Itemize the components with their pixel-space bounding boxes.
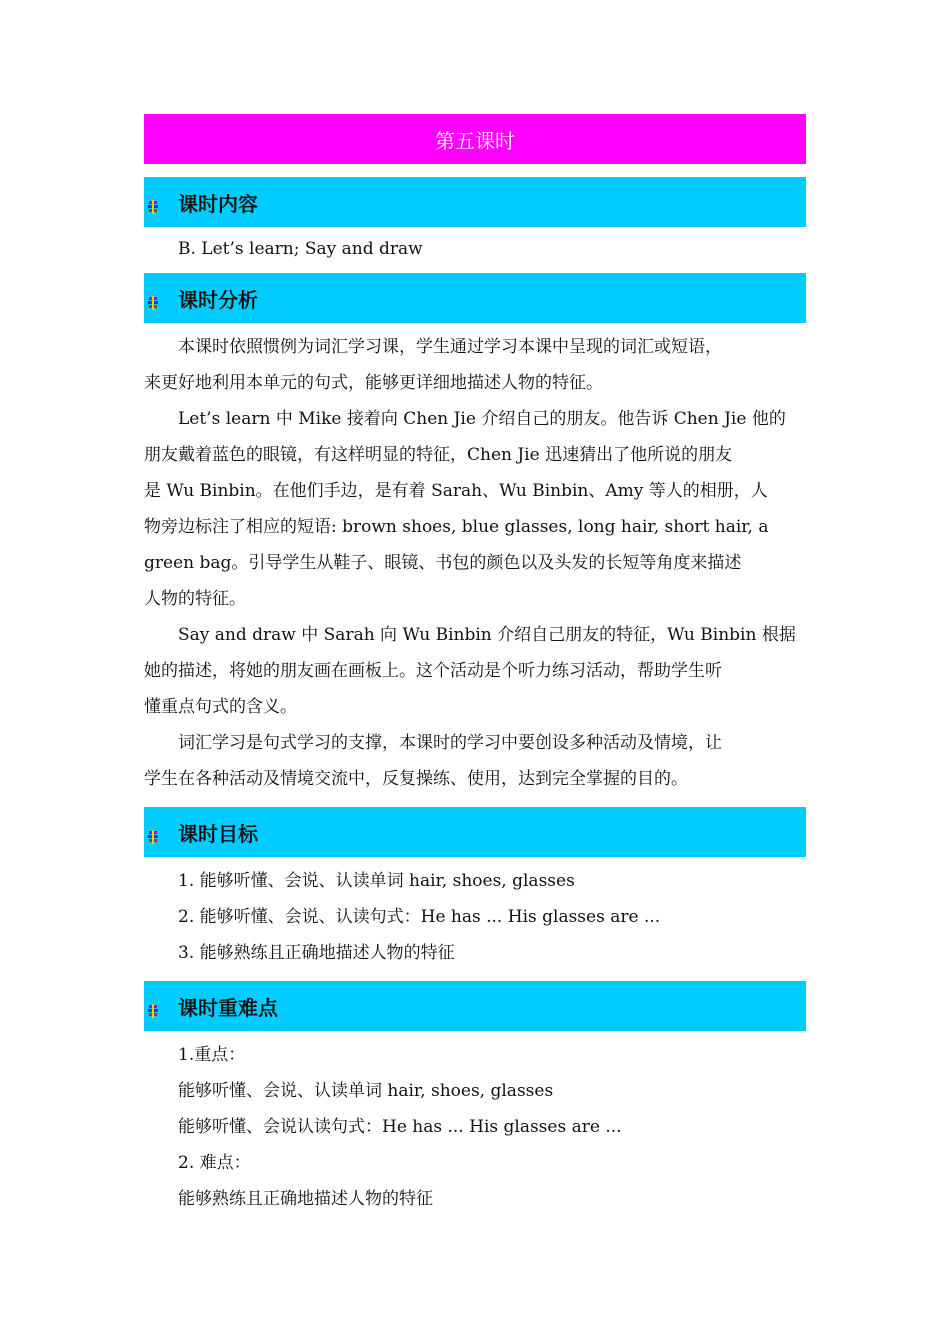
- book-stack-icon: [146, 999, 160, 1013]
- analysis-line: 词汇学习是句式学习的支撑，本课时的学习中要创设多种活动及情境，让: [178, 733, 722, 753]
- analysis-line: 物旁边标注了相应的短语: brown shoes, blue glasses, long hair, short hair, a: [144, 517, 769, 537]
- analysis-line: green bag。引导学生从鞋子、眼镜、书包的颜色以及头发的长短等角度来描述: [144, 553, 742, 573]
- key-point-line: 能够熟练且正确地描述人物的特征: [178, 1189, 433, 1209]
- goal-item: 3. 能够熟练且正确地描述人物的特征: [178, 943, 455, 963]
- analysis-line: Let’s learn 中 Mike 接着向 Chen Jie 介绍自己的朋友。他告诉 Chen Jie 他的: [178, 409, 786, 429]
- goal-item: 2. 能够听懂、会说、认读句式：He has ... His glasses are ...: [178, 907, 661, 927]
- analysis-paragraph: [144, 401, 806, 617]
- key-point-line: 1.重点：: [178, 1045, 246, 1065]
- analysis-line: 学生在各种活动及情境交流中，反复操练、使用，达到完全掌握的目的。: [144, 769, 688, 789]
- analysis-paragraph: [144, 725, 806, 797]
- goal-item: 1. 能够听懂、会说、认读单词 hair, shoes, glasses: [178, 871, 575, 891]
- section-header-content: [144, 177, 806, 227]
- section-header-goals: [144, 807, 806, 857]
- analysis-paragraph: [144, 617, 806, 725]
- lesson-page: [144, 114, 806, 1227]
- book-stack-icon: [146, 291, 160, 305]
- key-points-list: [144, 1037, 806, 1217]
- analysis-body: [144, 329, 806, 797]
- lesson-title-bar: [144, 114, 806, 164]
- key-point-line: 能够听懂、会说认读句式：He has ... His glasses are ...: [178, 1117, 622, 1137]
- section-heading: 课时分析: [178, 287, 258, 312]
- analysis-line: 来更好地利用本单元的句式，能够更详细地描述人物的特征。: [144, 373, 603, 393]
- analysis-line: 本课时依照惯例为词汇学习课，学生通过学习本课中呈现的词汇或短语，: [178, 337, 722, 357]
- analysis-line: 人物的特征。: [144, 589, 246, 609]
- key-point-line: 能够听懂、会说、认读单词 hair, shoes, glasses: [178, 1081, 554, 1101]
- analysis-line: 她的描述，将她的朋友画在画板上。这个活动是个听力练习活动，帮助学生听: [144, 661, 722, 681]
- analysis-line: 朋友戴着蓝色的眼镜，有这样明显的特征，Chen Jie 迅速猜出了他所说的朋友: [144, 445, 733, 465]
- section-heading: 课时内容: [178, 191, 258, 216]
- section-header-key-points: [144, 981, 806, 1031]
- book-stack-icon: [146, 195, 160, 209]
- section-header-analysis: [144, 273, 806, 323]
- analysis-paragraph: [144, 329, 806, 401]
- lesson-title: 第五课时: [435, 128, 515, 153]
- key-point-line: 2. 难点：: [178, 1153, 251, 1173]
- section-heading: 课时目标: [178, 821, 258, 846]
- analysis-line: 是 Wu Binbin。在他们手边，是有着 Sarah、Wu Binbin、Amy 等人的相册，人: [144, 481, 768, 501]
- content-text: B. Let’s learn; Say and draw: [178, 239, 423, 259]
- section-heading: 课时重难点: [178, 995, 278, 1020]
- analysis-line: Say and draw 中 Sarah 向 Wu Binbin 介绍自己朋友的特征，Wu Binbin 根据: [178, 625, 796, 645]
- goals-list: [144, 863, 806, 971]
- analysis-line: 懂重点句式的含义。: [144, 697, 297, 717]
- book-stack-icon: [146, 825, 160, 839]
